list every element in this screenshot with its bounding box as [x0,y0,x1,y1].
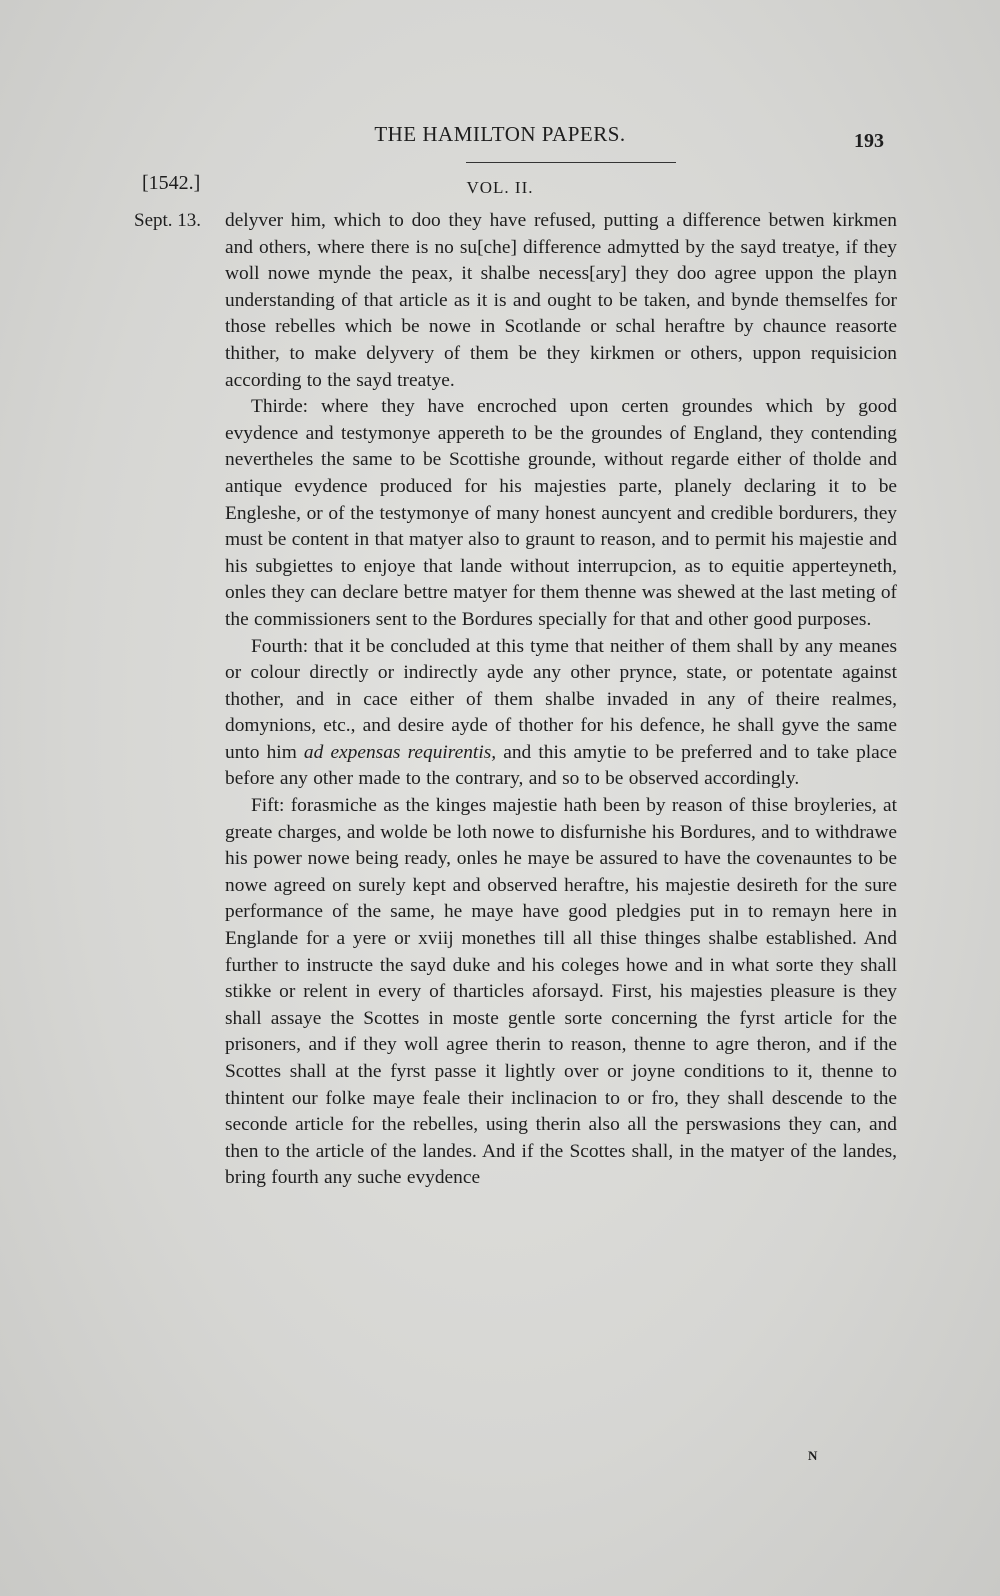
paragraph-1: delyver him, which to doo they have refused, putting a difference betwen kirkmen and others, where there is no su[che] difference admytted by the sayd treatye, if they woll nowe mynde the peax, it shalbe necess[ary] they doo agree uppon the playn understanding of that article as it is and ought to be taken, and bynde themselfes for those rebelles which be nowe in Scotlande or schal heraftre by chaunce reasorte thither, to make delyvery of them be they kirkmen or others, uppon requisicion according to the sayd treatye. [225,210,897,391]
paragraph-4: Fift: forasmiche as the kinges majestie hath been by reason of thise broyleries, at greate charges, and wolde be loth nowe to disfurnishe his Bordures, and to withdrawe his power nowe being ready, onles he maye be assured to have the covenauntes to be nowe agreed on surely kept and observed heraftre, his majestie desireth for the sure performance of the same, he maye have good pledgies put in to remayn here in Englande for a yere or xviij monethes till all thise thinges shalbe established. And further to instructe the sayd duke and his coleges howe and in what sorte they shall stikke or relent in every of tharticles aforsayd. First, his majesties pleasure is they shall assaye the Scottes in moste gentle sorte concerning the fyrst article for the prisoners, and if they woll agree therin to reason, thenne to agre theron, and if the Scottes shall at the fyrst passe it lightly over or joyne conditions to it, thenne to thintent our folke maye feale their inclinacion to or fro, they shall descende to the seconde article for the rebelles, using therin also all the perswasions they can, and then to the article of the landes. And if the Scottes shall, in the matyer of the landes, bring fourth any suche evydence [225,795,897,1189]
page-number: 193 [854,130,884,152]
paragraph-3-before: Fourth: that it be concluded at this tyme that neither of them shall by any meanes or colour directly or indirectly ayde any other prynce, state, or potentate against thother, and in cace either of them shalbe invaded in any of theire realmes, domynions, etc., and desire ayde of thother for his defence, he shall gyve the same unto him [225,635,897,763]
signature-mark: N [808,1448,818,1463]
title-rule [466,162,676,163]
paragraph-3 [225,634,897,794]
year-marker: [1542.] [142,172,201,194]
volume-label: VOL. II. [466,178,534,197]
margin-date: Sept. 13. [134,210,202,231]
running-title: THE HAMILTON PAPERS. [374,122,626,146]
body-text [225,208,897,1192]
latin-phrase: ad expensas requirentis, [303,741,497,763]
paragraph-2: Thirde: where they have encroched upon certen groundes which by good evydence and testymonye appereth to be the groundes of England, they contending nevertheles the same to be Scottishe grounde, without regarde either of tholde and antique evydence produced for his majesties parte, planely declaring it to be Engleshe, or of the testymonye of many honest auncyent and credible bordurers, they must be content in that matyer also to graunt to reason, and to permit his majestie and his subgiettes to enjoye that lande without interrupcion, as to equitie apperteyneth, onles they can declare bettre matyer for them thenne was shewed at the last meting of the commissioners sent to the Bordures specially for that and other good purposes. [225,396,897,630]
paragraph-3-after: and this amytie to be preferred and to take place before any other made to the contrary, and so to be observed accordingly. [225,741,897,790]
